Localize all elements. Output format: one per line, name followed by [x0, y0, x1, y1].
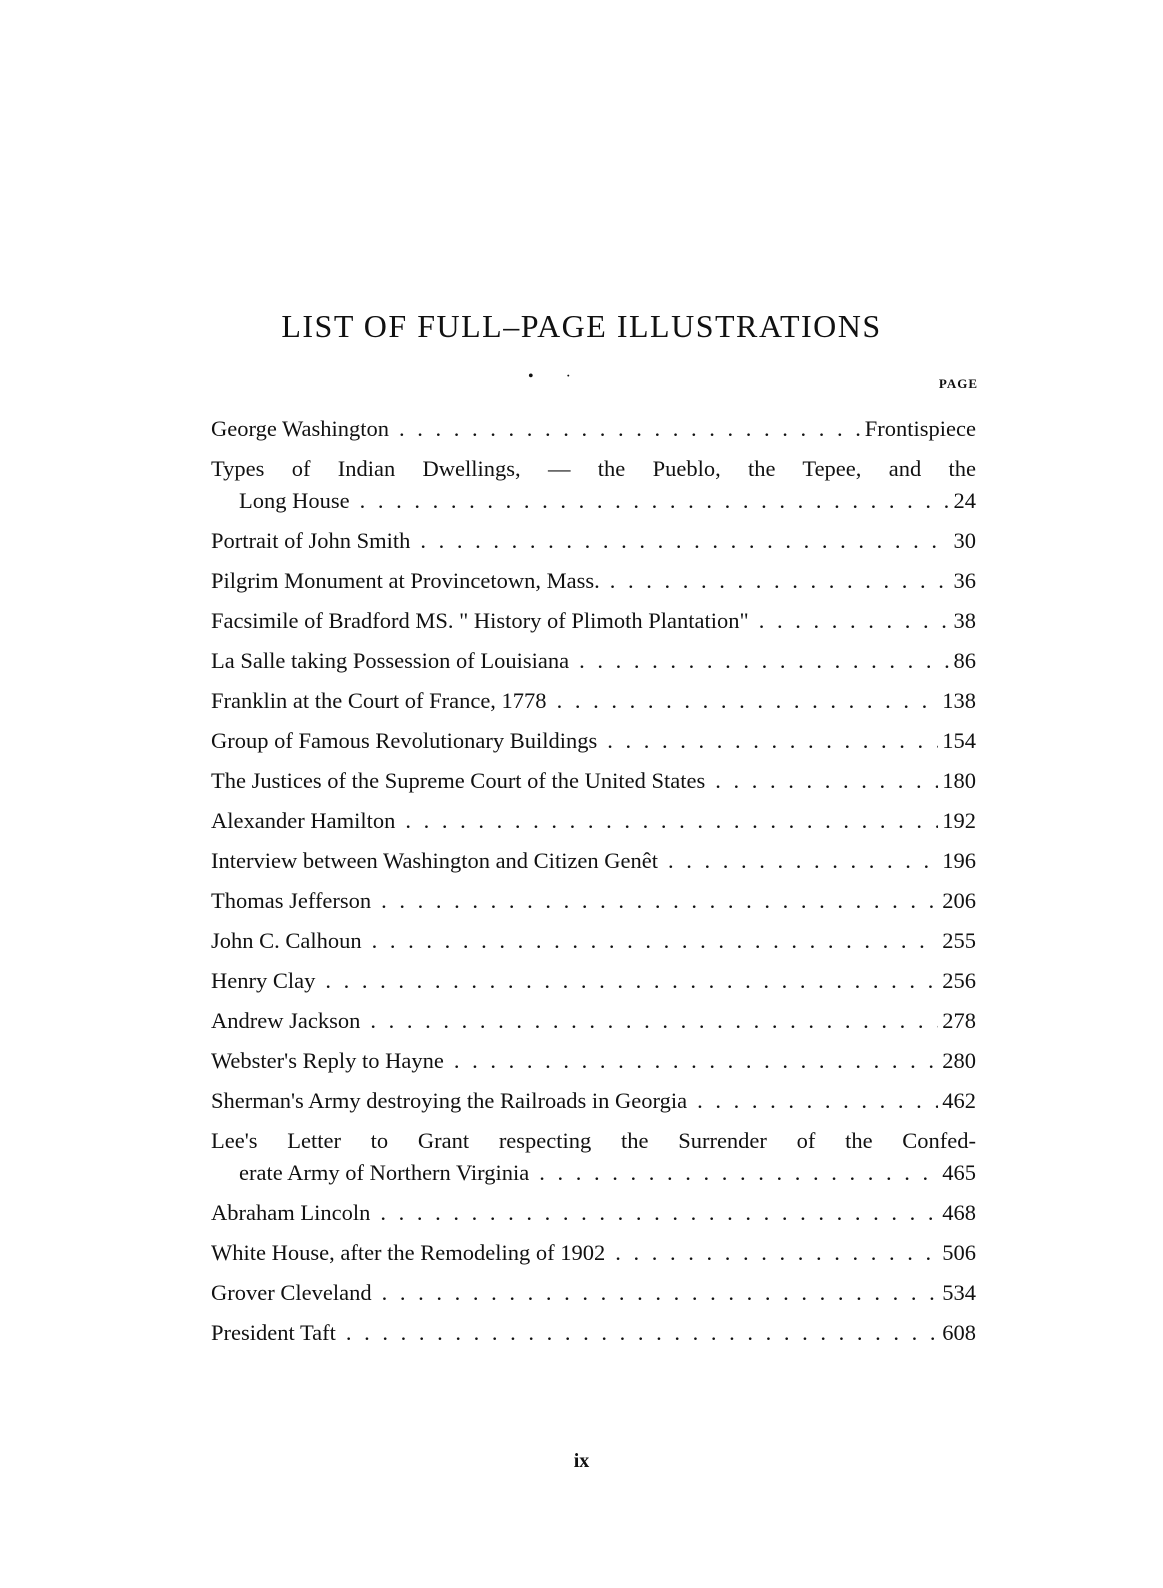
entry-title: Andrew Jackson — [211, 1008, 361, 1033]
entry-title: Facsimile of Bradford MS. " History of Plimoth Plantation" — [211, 608, 749, 633]
entry-page: 36 — [953, 568, 976, 593]
list-item — [211, 1313, 976, 1353]
dot-leader — [346, 1313, 938, 1353]
entry-title: Group of Famous Revolutionary Buildings — [211, 728, 598, 753]
list-item — [211, 1081, 976, 1121]
entry-title: La Salle taking Possession of Louisiana — [211, 648, 570, 673]
entry-page: 534 — [942, 1280, 976, 1305]
dot-leader — [399, 409, 861, 449]
entry-page: 608 — [942, 1320, 976, 1345]
dot-leader — [381, 881, 938, 921]
list-item — [211, 601, 976, 641]
list-item — [211, 449, 976, 521]
entry-page: 154 — [942, 728, 976, 753]
list-item — [211, 561, 976, 601]
entry-title: erate Army of Northern Virginia — [239, 1160, 530, 1185]
entry-page: 138 — [942, 688, 976, 713]
list-item — [211, 641, 976, 681]
entry-title: Portrait of John Smith — [211, 528, 411, 553]
page-title: LIST OF FULL–PAGE ILLUSTRATIONS — [281, 308, 882, 344]
entry-title: White House, after the Remodeling of 1902 — [211, 1240, 606, 1265]
dot-leader — [405, 801, 938, 841]
entry-page: 180 — [942, 768, 976, 793]
dot-leader — [697, 1081, 938, 1121]
list-item — [211, 1121, 976, 1193]
list-item — [211, 681, 976, 721]
entry-page: 468 — [942, 1200, 976, 1225]
dot-leader — [382, 1273, 939, 1313]
list-item — [211, 921, 976, 961]
dot-leader — [668, 841, 938, 881]
dot-leader — [607, 721, 938, 761]
list-item — [211, 521, 976, 561]
entry-title: Interview between Washington and Citizen Genêt — [211, 848, 659, 873]
entry-title: Alexander Hamilton — [211, 808, 396, 833]
list-item — [211, 761, 976, 801]
list-item — [211, 1273, 976, 1313]
dot-leader — [420, 521, 949, 561]
entry-page: 280 — [942, 1048, 976, 1073]
entry-page: 462 — [942, 1088, 976, 1113]
dot-leader — [360, 481, 950, 521]
list-item — [211, 1193, 976, 1233]
dot-leader — [759, 601, 950, 641]
dot-leader — [372, 921, 939, 961]
entry-title: President Taft — [211, 1320, 336, 1345]
entry-page: 38 — [953, 608, 976, 633]
dot-leader — [454, 1041, 938, 1081]
entry-page: 192 — [942, 808, 976, 833]
entry-title-first-line: Types of Indian Dwellings, — the Pueblo, the Tepee, and the — [211, 456, 976, 481]
entry-page: 24 — [953, 488, 976, 513]
list-item — [211, 841, 976, 881]
list-item — [211, 721, 976, 761]
entry-page: 465 — [942, 1160, 976, 1185]
dot-leader — [579, 641, 949, 681]
list-item — [211, 881, 976, 921]
entry-page: 206 — [942, 888, 976, 913]
list-item — [211, 1041, 976, 1081]
entry-title: Webster's Reply to Hayne — [211, 1048, 444, 1073]
illustration-list — [211, 409, 976, 1353]
dot-leader — [715, 761, 938, 801]
entry-title: Pilgrim Monument at Provincetown, Mass. — [211, 568, 600, 593]
dot-leader — [380, 1193, 938, 1233]
page-number: ix — [573, 1450, 590, 1472]
entry-page: 30 — [953, 528, 976, 553]
entry-title-first-line: Lee's Letter to Grant respecting the Surrender of the Confed- — [211, 1128, 976, 1153]
dot-leader — [325, 961, 938, 1001]
entry-title: John C. Calhoun — [211, 928, 362, 953]
list-item — [211, 801, 976, 841]
entry-title: Abraham Lincoln — [211, 1200, 371, 1225]
entry-page: 256 — [942, 968, 976, 993]
ornament-dots: • · — [528, 368, 585, 385]
entry-title: George Washington — [211, 416, 389, 441]
page-column-label: PAGE — [938, 376, 978, 391]
list-item — [211, 961, 976, 1001]
entry-page: 86 — [953, 648, 976, 673]
entry-page: 255 — [942, 928, 976, 953]
dot-leader — [370, 1001, 938, 1041]
entry-title: Franklin at the Court of France, 1778 — [211, 688, 547, 713]
dot-leader — [557, 681, 939, 721]
entry-page: 506 — [942, 1240, 976, 1265]
entry-title: Henry Clay — [211, 968, 316, 993]
entry-title: The Justices of the Supreme Court of the United States — [211, 768, 706, 793]
entry-title: Grover Cleveland — [211, 1280, 372, 1305]
entry-page: 278 — [942, 1008, 976, 1033]
entry-page: 196 — [942, 848, 976, 873]
list-item — [211, 1233, 976, 1273]
entry-title: Thomas Jefferson — [211, 888, 372, 913]
entry-title: Long House — [239, 488, 350, 513]
entry-page: Frontispiece — [864, 416, 976, 441]
list-item — [211, 1001, 976, 1041]
dot-leader — [615, 1233, 938, 1273]
entry-title: Sherman's Army destroying the Railroads in Georgia — [211, 1088, 688, 1113]
list-item — [211, 409, 976, 449]
dot-leader — [539, 1153, 938, 1193]
dot-leader — [610, 561, 950, 601]
